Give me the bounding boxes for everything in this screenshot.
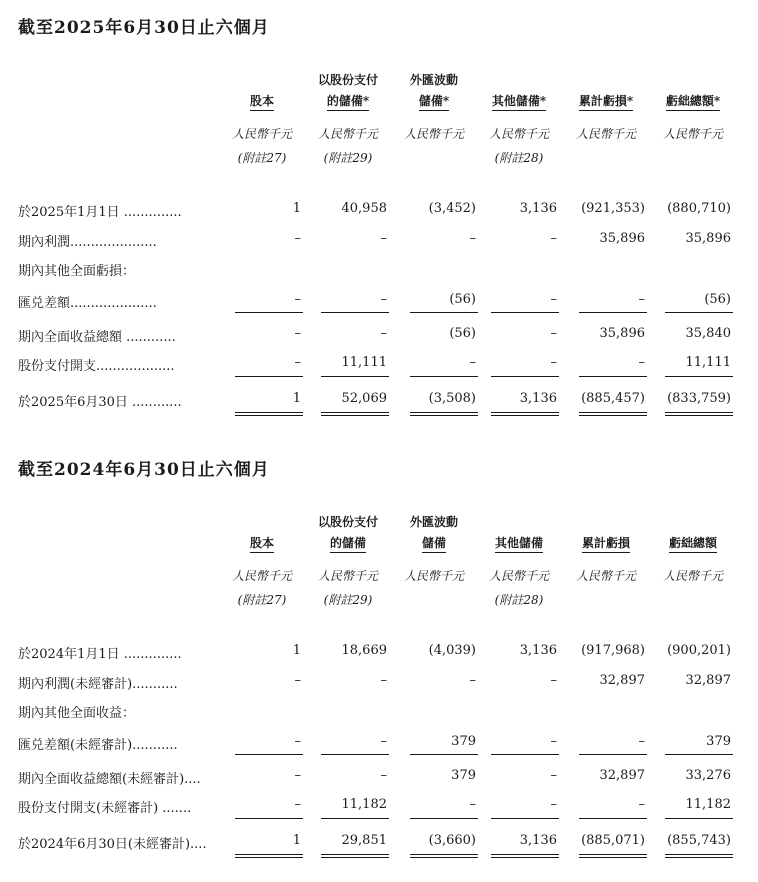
column-header-label: 虧絀總額 (669, 534, 717, 553)
table-cell: – (550, 355, 557, 370)
underline-rule (410, 312, 478, 313)
double-underline-rule (410, 854, 478, 858)
column-unit: 人民幣千元 (403, 127, 464, 141)
underline-rule (321, 376, 389, 377)
table-cell: (833,759) (667, 391, 731, 406)
table-cell: – (380, 326, 387, 341)
double-underline-rule (491, 412, 559, 416)
table-cell: (56) (449, 292, 476, 307)
underline-rule (321, 818, 389, 819)
underline-rule (235, 376, 303, 377)
row-label: 股份支付開支................... (18, 359, 175, 374)
column-header (476, 533, 562, 553)
row-label: 期內全面收益總額 ............ (18, 330, 176, 345)
underline-rule (579, 312, 647, 313)
column-header (563, 91, 649, 111)
column-header-label: 虧絀總額* (666, 92, 720, 111)
column-header (650, 91, 736, 111)
table-cell: 35,840 (685, 326, 731, 341)
table-cell: 379 (706, 734, 731, 749)
column-header-line1: 外匯波動 (409, 515, 458, 529)
table-cell: (921,353) (581, 201, 645, 216)
row-label: 於2025年6月30日 ............ (18, 395, 182, 410)
column-header-label: 儲備 (422, 534, 446, 553)
column-header-label: 其他儲備 (495, 534, 543, 553)
table-cell: – (294, 292, 301, 307)
table-cell: 379 (451, 768, 476, 783)
double-underline-rule (665, 854, 733, 858)
underline-rule (235, 818, 303, 819)
column-unit: 人民幣千元 (317, 127, 378, 141)
column-note: (附註27) (237, 593, 287, 607)
table-cell: – (469, 673, 476, 688)
table-cell: (855,743) (667, 833, 731, 848)
column-header (305, 91, 391, 111)
section-title: 截至2024年6月30日止六個月 (18, 460, 270, 480)
table-cell: 40,958 (341, 201, 387, 216)
column-note: (附註28) (494, 593, 544, 607)
underline-rule (491, 312, 559, 313)
statement-section (0, 0, 758, 440)
table-cell: 1 (292, 833, 301, 848)
table-cell: 32,897 (599, 768, 645, 783)
table-cell: 29,851 (341, 833, 387, 848)
double-underline-rule (321, 854, 389, 858)
underline-rule (665, 312, 733, 313)
column-unit: 人民幣千元 (662, 569, 723, 583)
table-cell: – (550, 673, 557, 688)
table-cell: 11,111 (685, 355, 731, 370)
underline-rule (235, 312, 303, 313)
column-header-label: 儲備* (419, 92, 449, 111)
table-cell: – (550, 326, 557, 341)
underline-rule (321, 312, 389, 313)
table-cell: 379 (451, 734, 476, 749)
underline-rule (491, 818, 559, 819)
table-cell: 11,182 (341, 797, 387, 812)
underline-rule (321, 754, 389, 755)
table-cell: (3,508) (428, 391, 476, 406)
underline-rule (579, 818, 647, 819)
table-cell: – (550, 292, 557, 307)
table-cell: – (294, 734, 301, 749)
column-note: (附註27) (237, 151, 287, 165)
section-title: 截至2025年6月30日止六個月 (18, 18, 270, 38)
table-cell: 32,897 (685, 673, 731, 688)
column-note: (附註28) (494, 151, 544, 165)
table-cell: – (380, 734, 387, 749)
column-unit: 人民幣千元 (488, 569, 549, 583)
table-cell: – (469, 797, 476, 812)
underline-rule (665, 376, 733, 377)
row-label: 股份支付開支(未經審計) ....... (18, 801, 192, 816)
underline-rule (491, 754, 559, 755)
row-label: 期內利潤..................... (18, 235, 157, 250)
column-unit: 人民幣千元 (403, 569, 464, 583)
table-cell: 35,896 (685, 231, 731, 246)
column-header (391, 533, 477, 553)
column-header-label: 累計虧損* (579, 92, 633, 111)
table-cell: (56) (449, 326, 476, 341)
row-label: 期內全面收益總額(未經審計).... (18, 772, 201, 787)
table-cell: – (469, 355, 476, 370)
table-cell: 11,182 (685, 797, 731, 812)
double-underline-rule (235, 412, 303, 416)
underline-rule (235, 754, 303, 755)
double-underline-rule (321, 412, 389, 416)
column-header-line1: 外匯波動 (409, 73, 458, 87)
column-header-line1: 以股份支付 (317, 73, 378, 87)
underline-rule (491, 376, 559, 377)
table-cell: – (638, 734, 645, 749)
table-cell: 32,897 (599, 673, 645, 688)
table-cell: 52,069 (341, 391, 387, 406)
table-cell: – (294, 673, 301, 688)
table-cell: – (380, 231, 387, 246)
underline-rule (410, 818, 478, 819)
underline-rule (665, 754, 733, 755)
column-header-label: 的儲備* (327, 92, 369, 111)
table-cell: 3,136 (519, 643, 557, 658)
column-header-label: 股本 (250, 534, 274, 553)
column-header-label: 股本 (250, 92, 274, 111)
table-cell: – (550, 734, 557, 749)
table-cell: 35,896 (599, 231, 645, 246)
double-underline-rule (665, 412, 733, 416)
table-cell: (917,968) (581, 643, 645, 658)
table-cell: – (469, 231, 476, 246)
table-cell: – (294, 797, 301, 812)
table-cell: (3,660) (428, 833, 476, 848)
table-cell: – (638, 292, 645, 307)
double-underline-rule (235, 854, 303, 858)
table-cell: – (550, 231, 557, 246)
column-header (219, 91, 305, 111)
table-cell: – (638, 355, 645, 370)
column-header-label: 累計虧損 (582, 534, 630, 553)
double-underline-rule (410, 412, 478, 416)
table-cell: – (550, 768, 557, 783)
table-cell: – (294, 768, 301, 783)
row-label: 於2024年6月30日(未經審計).... (18, 837, 207, 852)
table-cell: (885,457) (581, 391, 645, 406)
table-cell: (885,071) (581, 833, 645, 848)
table-cell: 1 (292, 201, 301, 216)
table-cell: – (550, 797, 557, 812)
table-cell: (56) (704, 292, 731, 307)
statement-section (0, 442, 758, 882)
table-cell: – (294, 355, 301, 370)
column-header (563, 533, 649, 553)
double-underline-rule (579, 412, 647, 416)
table-cell: 3,136 (519, 833, 557, 848)
column-unit: 人民幣千元 (317, 569, 378, 583)
column-header (219, 533, 305, 553)
row-label: 匯兑差額(未經審計)........... (18, 738, 178, 753)
row-label: 期內利潤(未經審計)........... (18, 677, 178, 692)
underline-rule (410, 754, 478, 755)
table-cell: – (294, 231, 301, 246)
column-note: (附註29) (323, 151, 373, 165)
table-cell: 33,276 (685, 768, 731, 783)
column-header-label: 的儲備 (330, 534, 366, 553)
underline-rule (579, 754, 647, 755)
underline-rule (579, 376, 647, 377)
row-label: 匯兑差額..................... (18, 296, 157, 311)
column-unit: 人民幣千元 (575, 127, 636, 141)
column-unit: 人民幣千元 (662, 127, 723, 141)
row-label: 於2025年1月1日 .............. (18, 205, 182, 220)
table-cell: (3,452) (428, 201, 476, 216)
column-header (305, 533, 391, 553)
column-note: (附註29) (323, 593, 373, 607)
table-cell: 11,111 (341, 355, 387, 370)
column-header (650, 533, 736, 553)
table-cell: – (294, 326, 301, 341)
table-cell: 3,136 (519, 391, 557, 406)
column-unit: 人民幣千元 (231, 127, 292, 141)
underline-rule (665, 818, 733, 819)
table-cell: (880,710) (667, 201, 731, 216)
column-header-label: 其他儲備* (492, 92, 546, 111)
table-cell: 1 (292, 391, 301, 406)
table-cell: – (380, 673, 387, 688)
table-cell: (4,039) (428, 643, 476, 658)
row-label: 於2024年1月1日 .............. (18, 647, 182, 662)
column-header-line1: 以股份支付 (317, 515, 378, 529)
table-cell: – (638, 797, 645, 812)
column-unit: 人民幣千元 (231, 569, 292, 583)
double-underline-rule (491, 854, 559, 858)
double-underline-rule (579, 854, 647, 858)
column-header (476, 91, 562, 111)
column-unit: 人民幣千元 (488, 127, 549, 141)
table-cell: – (380, 768, 387, 783)
row-label: 期內其他全面虧損： (18, 264, 136, 279)
table-cell: 35,896 (599, 326, 645, 341)
table-cell: (900,201) (667, 643, 731, 658)
column-unit: 人民幣千元 (575, 569, 636, 583)
row-label: 期內其他全面收益： (18, 706, 136, 721)
table-cell: 3,136 (519, 201, 557, 216)
underline-rule (410, 376, 478, 377)
column-header (391, 91, 477, 111)
table-cell: – (380, 292, 387, 307)
table-cell: 1 (292, 643, 301, 658)
table-cell: 18,669 (341, 643, 387, 658)
